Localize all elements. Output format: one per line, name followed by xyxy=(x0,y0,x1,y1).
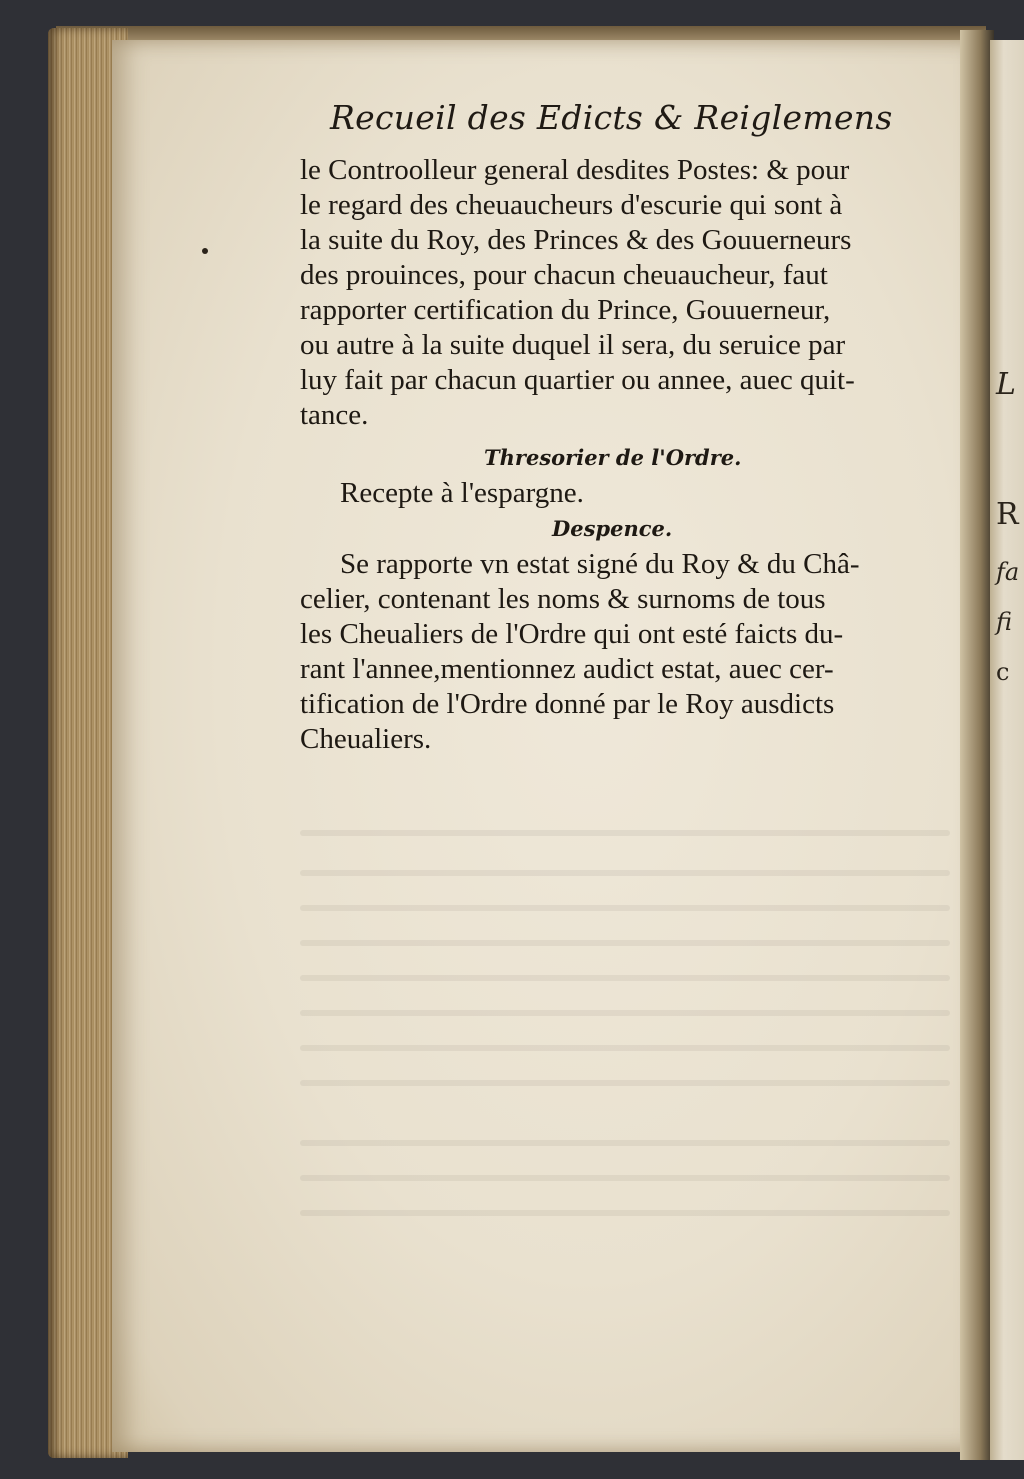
show-through-line xyxy=(300,1175,950,1181)
running-head: Recueil des Edicts & Reiglemens xyxy=(330,98,893,137)
facing-fragment: fi xyxy=(996,608,1013,636)
text-line: ou autre à la suite duquel il sera, du seruice par xyxy=(300,329,846,361)
show-through-line xyxy=(300,870,950,876)
text-line: tification de l'Ordre donné par le Roy ausdicts xyxy=(300,688,835,720)
margin-ink-dot xyxy=(202,248,208,254)
text-line: Se rapporte vn estat signé du Roy & du Châ- xyxy=(340,548,860,580)
facing-fragment: L xyxy=(996,367,1016,402)
show-through-line xyxy=(300,1140,950,1146)
show-through-line xyxy=(300,1210,950,1216)
show-through-line xyxy=(300,940,950,946)
show-through-line xyxy=(300,830,950,836)
section-heading-despence: Despence. xyxy=(552,516,673,541)
text-line: les Cheualiers de l'Ordre qui ont esté faicts du- xyxy=(300,618,844,650)
show-through-line xyxy=(300,1010,950,1016)
section-heading-thresorier: Thresorier de l'Ordre. xyxy=(484,445,742,470)
facing-fragment: fa xyxy=(996,558,1020,586)
text-line: la suite du Roy, des Princes & des Gouuerneurs xyxy=(300,224,852,256)
text-line: luy fait par chacun quartier ou annee, auec quit- xyxy=(300,364,855,396)
text-line: rant l'annee,mentionnez audict estat, auec cer- xyxy=(300,653,834,685)
facing-fragment: c xyxy=(996,658,1010,686)
text-line: le regard des cheuaucheurs d'escurie qui sont à xyxy=(300,189,843,221)
show-through-line xyxy=(300,1080,950,1086)
facing-page-edge xyxy=(990,40,1024,1460)
show-through-line xyxy=(300,1045,950,1051)
facing-fragment: R xyxy=(996,497,1019,532)
show-through-line xyxy=(300,975,950,981)
text-line: le Controolleur general desdites Postes: & pour xyxy=(300,154,850,186)
text-line: tance. xyxy=(300,399,369,431)
text-line: Cheualiers. xyxy=(300,723,432,755)
text-line: celier, contenant les noms & surnoms de tous xyxy=(300,583,826,615)
text-line: rapporter certification du Prince, Gouuerneur, xyxy=(300,294,831,326)
text-line: des prouinces, pour chacun cheuaucheur, faut xyxy=(300,259,828,291)
book-gutter xyxy=(960,30,994,1460)
show-through-line xyxy=(300,905,950,911)
receipt-line: Recepte à l'espargne. xyxy=(340,477,584,509)
